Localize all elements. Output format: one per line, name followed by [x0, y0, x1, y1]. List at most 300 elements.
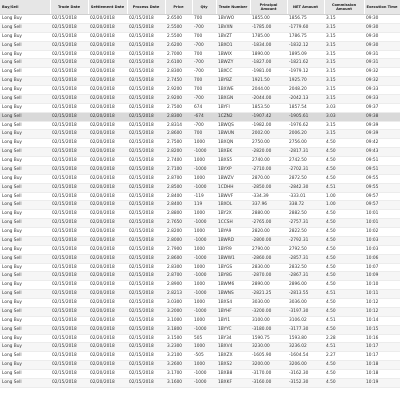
column-header[interactable]: Price [165, 0, 192, 15]
table-cell: 1590.75 [250, 334, 287, 343]
table-cell: 2.8000 [165, 236, 192, 245]
table-cell: 02/15/2018 [127, 210, 165, 219]
table-cell: 10:12 [364, 307, 400, 316]
table-cell: 2750.00 [250, 139, 287, 148]
table-cell: 4.50 [324, 236, 364, 245]
table-cell: -2710.00 [250, 165, 287, 174]
table-cell: 2.8300 [165, 263, 192, 272]
table-row[interactable] [0, 68, 400, 77]
table-cell: 1925.70 [287, 77, 324, 86]
table-cell: 3036.00 [287, 299, 324, 308]
table-cell: 10:02 [364, 228, 400, 237]
table-cell: 1593.80 [287, 334, 324, 343]
table-cell: 02/20/2018 [88, 68, 127, 77]
table-cell: 02/20/2018 [88, 263, 127, 272]
table-cell: Long Buy [0, 139, 50, 148]
table-cell: 02/15/2018 [50, 121, 88, 130]
table-cell: Long Sell [0, 290, 50, 299]
table-cell: 09:37 [364, 103, 400, 112]
column-header[interactable]: Execution Time [364, 0, 400, 15]
table-cell: 09:30 [364, 15, 400, 24]
table-row[interactable] [0, 103, 400, 112]
table-cell: 02/15/2018 [127, 219, 165, 228]
column-header[interactable]: Qty [192, 0, 216, 15]
table-cell: 2.7500 [165, 103, 192, 112]
table-row[interactable] [0, 139, 400, 148]
table-row[interactable] [0, 77, 400, 86]
table-cell: 09:43 [364, 148, 400, 157]
table-cell: -3200.00 [250, 307, 287, 316]
table-cell: 2880.00 [250, 210, 287, 219]
table-cell: 02/15/2018 [127, 68, 165, 77]
table-cell: 02/15/2018 [127, 370, 165, 379]
table-cell: -2042.13 [287, 94, 324, 103]
table-cell: 02/15/2018 [50, 103, 88, 112]
table-cell: 2.5500 [165, 23, 192, 32]
table-cell: 2.8600 [165, 130, 192, 139]
table-cell: 2820.00 [250, 228, 287, 237]
table-row[interactable] [0, 174, 400, 183]
table-cell: 02/15/2018 [127, 361, 165, 370]
table-row[interactable] [0, 165, 400, 174]
table-row[interactable] [0, 23, 400, 32]
table-row[interactable] [0, 254, 400, 263]
table-cell: 1785.00 [250, 32, 287, 41]
table-row[interactable] [0, 307, 400, 316]
table-cell: Long Buy [0, 263, 50, 272]
table-cell: 02/20/2018 [88, 245, 127, 254]
table-cell: 1BYFI [216, 103, 250, 112]
table-cell: -1000 [192, 236, 216, 245]
table-cell: -2044.00 [250, 94, 287, 103]
table-cell: -2702.31 [287, 165, 324, 174]
table-cell: 02/15/2018 [127, 23, 165, 32]
table-cell: -1000 [192, 148, 216, 157]
table-cell: 10:15 [364, 325, 400, 334]
table-cell: -1000 [192, 183, 216, 192]
table-cell: 4.51 [324, 183, 364, 192]
table-cell: -2867.31 [287, 272, 324, 281]
table-cell: 02/20/2018 [88, 325, 127, 334]
table-cell: 2882.50 [287, 210, 324, 219]
table-cell: 10:18 [364, 361, 400, 370]
table-cell: 02/15/2018 [127, 174, 165, 183]
table-cell: 4.50 [324, 325, 364, 334]
table-cell: -2757.31 [287, 219, 324, 228]
table-cell: 02/20/2018 [88, 86, 127, 95]
table-cell: 338.72 [287, 201, 324, 210]
table-cell: Long Sell [0, 183, 50, 192]
table-cell: Long Sell [0, 236, 50, 245]
table-cell: 1000 [192, 228, 216, 237]
table-row[interactable] [0, 272, 400, 281]
table-cell: 3106.02 [287, 316, 324, 325]
table-cell: 09:31 [364, 59, 400, 68]
table-cell: 09:38 [364, 112, 400, 121]
table-cell: 02/15/2018 [50, 112, 88, 121]
table-cell: 1BY34 [216, 334, 250, 343]
table-cell: 4.50 [324, 139, 364, 148]
table-cell: 2832.50 [287, 263, 324, 272]
table-cell: 1BWW1 [216, 254, 250, 263]
table-cell: -2821.25 [250, 290, 287, 299]
table-cell: 4.50 [324, 219, 364, 228]
table-cell: 02/20/2018 [88, 183, 127, 192]
table-cell: 02/15/2018 [127, 121, 165, 130]
column-header[interactable]: Trade Number [216, 0, 250, 15]
table-cell: Long Buy [0, 299, 50, 308]
table-cell: 02/20/2018 [88, 201, 127, 210]
table-cell: 02/20/2018 [88, 378, 127, 387]
table-row[interactable] [0, 41, 400, 50]
table-cell: 4.50 [324, 307, 364, 316]
table-cell: Long Buy [0, 361, 50, 370]
table-row[interactable] [0, 316, 400, 325]
table-cell: 02/15/2018 [50, 290, 88, 299]
table-cell: 1000 [192, 361, 216, 370]
table-cell: 4.50 [324, 245, 364, 254]
table-cell: 10:12 [364, 299, 400, 308]
table-cell: 02/15/2018 [127, 378, 165, 387]
table-cell: 1000 [192, 316, 216, 325]
table-cell: 1BWZV [216, 174, 250, 183]
table-cell: -2860.00 [250, 254, 287, 263]
table-row[interactable] [0, 343, 400, 352]
table-cell: 02/15/2018 [127, 183, 165, 192]
table-row[interactable] [0, 236, 400, 245]
table-row[interactable] [0, 201, 400, 210]
table-cell: 2.8700 [165, 174, 192, 183]
table-cell: -2820.00 [250, 148, 287, 157]
table-row[interactable] [0, 50, 400, 59]
table-cell: Long Sell [0, 148, 50, 157]
table-cell: 10:01 [364, 219, 400, 228]
table-row[interactable] [0, 219, 400, 228]
table-cell: Long Sell [0, 378, 50, 387]
table-cell: 4.50 [324, 370, 364, 379]
table-cell: 2742.50 [287, 157, 324, 166]
table-row[interactable] [0, 370, 400, 379]
table-cell: Long Sell [0, 94, 50, 103]
table-cell: 3.03 [324, 103, 364, 112]
table-cell: 02/15/2018 [127, 228, 165, 237]
table-row[interactable] [0, 157, 400, 166]
table-cell: 337.96 [250, 201, 287, 210]
table-row[interactable] [0, 210, 400, 219]
table-cell: -700 [192, 23, 216, 32]
table-cell: 3.15 [324, 130, 364, 139]
table-row[interactable] [0, 148, 400, 157]
table-cell: 02/15/2018 [50, 307, 88, 316]
table-cell: -3197.30 [287, 307, 324, 316]
table-cell: -3152.30 [287, 378, 324, 387]
table-cell: 1BXV4 [216, 343, 250, 352]
table-cell: 02/15/2018 [50, 23, 88, 32]
table-cell: 1BXWE [216, 86, 250, 95]
table-cell: -334.39 [250, 192, 287, 201]
table-cell: 09:57 [364, 201, 400, 210]
table-row[interactable] [0, 86, 400, 95]
table-cell: Long Buy [0, 334, 50, 343]
table-cell: 09:32 [364, 77, 400, 86]
table-cell: 4.51 [324, 316, 364, 325]
table-cell: 02/20/2018 [88, 50, 127, 59]
table-cell: 02/15/2018 [127, 148, 165, 157]
table-cell: 1855.00 [250, 15, 287, 24]
table-row[interactable] [0, 281, 400, 290]
table-cell: -2765.00 [250, 219, 287, 228]
table-cell: 3.1600 [165, 378, 192, 387]
table-cell: 4.50 [324, 165, 364, 174]
table-cell: 2.8200 [165, 228, 192, 237]
table-cell: 2.8700 [165, 272, 192, 281]
table-row[interactable] [0, 15, 400, 24]
table-cell: 02/15/2018 [50, 148, 88, 157]
table-cell: 1BYR9 [216, 245, 250, 254]
table-cell: 4.50 [324, 174, 364, 183]
table-cell: 3230.00 [250, 343, 287, 352]
table-cell: Long Sell [0, 352, 50, 361]
table-row[interactable] [0, 263, 400, 272]
table-cell: -1979.12 [287, 68, 324, 77]
column-header[interactable]: NET Amount [287, 0, 324, 15]
table-cell: 3.1800 [165, 325, 192, 334]
table-cell: 3.15 [324, 86, 364, 95]
table-cell: 2.8800 [165, 210, 192, 219]
table-cell: 09:55 [364, 183, 400, 192]
table-cell: Long Buy [0, 77, 50, 86]
table-cell: 3.15 [324, 59, 364, 68]
table-cell: 02/15/2018 [127, 59, 165, 68]
table-cell: -2870.00 [250, 272, 287, 281]
table-cell: 2790.00 [250, 245, 287, 254]
table-cell: -1905.61 [287, 112, 324, 121]
table-cell: 02/15/2018 [50, 68, 88, 77]
column-header[interactable]: Trade Date [50, 0, 88, 15]
table-cell: 02/20/2018 [88, 32, 127, 41]
table-cell: 02/15/2018 [127, 94, 165, 103]
table-cell: 1000 [192, 245, 216, 254]
table-cell: 02/15/2018 [127, 316, 165, 325]
column-header[interactable]: Process Date [127, 0, 165, 15]
table-cell: -674 [192, 112, 216, 121]
table-cell: 3.15 [324, 41, 364, 50]
table-cell: 2870.00 [250, 174, 287, 183]
column-header[interactable]: Principal Amount [250, 0, 287, 15]
table-cell: 02/15/2018 [127, 352, 165, 361]
table-cell: 2.8213 [165, 290, 192, 299]
table-cell: 1000 [192, 210, 216, 219]
table-row[interactable] [0, 130, 400, 139]
table-cell: Long Buy [0, 157, 50, 166]
table-cell: 1BVWO [216, 15, 250, 24]
table-cell: 02/20/2018 [88, 165, 127, 174]
table-cell: 02/15/2018 [50, 334, 88, 343]
table-cell: 4.50 [324, 263, 364, 272]
table-cell: -333.01 [287, 192, 324, 201]
table-cell: 1BXB8 [216, 370, 250, 379]
table-cell: 02/20/2018 [88, 334, 127, 343]
table-cell: 1BXO1 [216, 41, 250, 50]
table-cell: -119 [192, 192, 216, 201]
table-cell: 1BXKF [216, 378, 250, 387]
table-cell: 3.03 [324, 112, 364, 121]
table-cell: 09:33 [364, 86, 400, 95]
table-cell: 02/20/2018 [88, 130, 127, 139]
table-cell: 09:55 [364, 174, 400, 183]
table-cell: -3160.00 [250, 378, 287, 387]
table-cell: 2890.00 [250, 281, 287, 290]
table-cell: 10:18 [364, 370, 400, 379]
table-cell: 1BXCC [216, 68, 250, 77]
table-row[interactable] [0, 290, 400, 299]
table-row[interactable] [0, 32, 400, 41]
table-cell: 02/15/2018 [50, 94, 88, 103]
table-cell: -1832.12 [287, 41, 324, 50]
table-cell: 02/20/2018 [88, 23, 127, 32]
table-cell: -3162.30 [287, 370, 324, 379]
table-row[interactable] [0, 245, 400, 254]
table-row[interactable] [0, 112, 400, 121]
table-cell: 3.2600 [165, 361, 192, 370]
table-cell: -505 [192, 352, 216, 361]
table-cell: 10:11 [364, 290, 400, 299]
table-cell: 2830.00 [250, 263, 287, 272]
table-cell: 09:33 [364, 94, 400, 103]
table-cell: 02/15/2018 [127, 41, 165, 50]
table-cell: 02/15/2018 [127, 307, 165, 316]
table-cell: 1853.50 [250, 103, 287, 112]
table-cell: -2817.31 [287, 148, 324, 157]
column-header[interactable]: Settlement Date [88, 0, 127, 15]
table-cell: 02/20/2018 [88, 307, 127, 316]
table-row[interactable] [0, 183, 400, 192]
table-cell: 1BWUN [216, 130, 250, 139]
table-cell: 3.1500 [165, 334, 192, 343]
table-cell: 02/15/2018 [50, 254, 88, 263]
table-cell: 02/15/2018 [50, 281, 88, 290]
table-cell: 2.7900 [165, 245, 192, 254]
table-cell: 3.15 [324, 94, 364, 103]
table-cell: 1BYI1 [216, 316, 250, 325]
table-row[interactable] [0, 121, 400, 130]
table-cell: 02/15/2018 [50, 192, 88, 201]
table-cell: 02/20/2018 [88, 174, 127, 183]
table-cell: 02/15/2018 [50, 41, 88, 50]
table-cell: 02/15/2018 [127, 86, 165, 95]
table-cell: 02/20/2018 [88, 236, 127, 245]
table-cell: 4.50 [324, 210, 364, 219]
table-cell: Long Sell [0, 201, 50, 210]
table-row[interactable] [0, 192, 400, 201]
table-row[interactable] [0, 299, 400, 308]
table-cell: -3180.00 [250, 325, 287, 334]
table-cell: 02/15/2018 [50, 378, 88, 387]
table-cell: 02/20/2018 [88, 77, 127, 86]
table-cell: -1000 [192, 165, 216, 174]
table-cell: 3.2100 [165, 352, 192, 361]
table-row[interactable] [0, 334, 400, 343]
table-cell: 1BXEK [216, 148, 250, 157]
table-cell: -1000 [192, 272, 216, 281]
table-cell: 02/15/2018 [50, 325, 88, 334]
column-header[interactable]: Buy/Sell [0, 0, 50, 15]
table-cell: Long Sell [0, 41, 50, 50]
table-cell: -2813.55 [287, 290, 324, 299]
table-cell: Long Buy [0, 174, 50, 183]
table-row[interactable] [0, 361, 400, 370]
table-cell: -700 [192, 41, 216, 50]
table-cell: 02/20/2018 [88, 139, 127, 148]
table-cell: 3.15 [324, 23, 364, 32]
table-cell: -1000 [192, 378, 216, 387]
table-cell: 02/20/2018 [88, 210, 127, 219]
table-cell: 02/15/2018 [50, 361, 88, 370]
table-row[interactable] [0, 325, 400, 334]
table-cell: 10:01 [364, 210, 400, 219]
table-cell: Long Sell [0, 68, 50, 77]
table-cell: 02/15/2018 [127, 263, 165, 272]
table-cell: 4.50 [324, 148, 364, 157]
table-cell: -700 [192, 121, 216, 130]
table-cell: 3.1700 [165, 370, 192, 379]
table-cell: Long Sell [0, 112, 50, 121]
table-cell: 2.6200 [165, 41, 192, 50]
table-cell: 3.15 [324, 50, 364, 59]
table-cell: 02/20/2018 [88, 219, 127, 228]
table-cell: 1000 [192, 343, 216, 352]
table-cell: 09:51 [364, 165, 400, 174]
table-cell: 02/15/2018 [127, 299, 165, 308]
table-row[interactable] [0, 378, 400, 387]
table-cell: 1BXQN [216, 139, 250, 148]
table-cell: Long Sell [0, 23, 50, 32]
table-cell: Long Sell [0, 370, 50, 379]
table-row[interactable] [0, 228, 400, 237]
table-row[interactable] [0, 352, 400, 361]
table-cell: 09:30 [364, 32, 400, 41]
column-header[interactable]: Commission Amount [324, 0, 364, 15]
table-cell: 4.50 [324, 299, 364, 308]
table-cell: 2.7100 [165, 165, 192, 174]
table-row[interactable] [0, 59, 400, 68]
table-cell: 10:03 [364, 236, 400, 245]
table-cell: -1785.00 [250, 23, 287, 32]
table-cell: 02/20/2018 [88, 272, 127, 281]
table-cell: Long Buy [0, 343, 50, 352]
table-cell: 1786.75 [287, 32, 324, 41]
table-cell: -1604.54 [287, 352, 324, 361]
table-cell: Long Buy [0, 86, 50, 95]
table-cell: -2800.00 [250, 236, 287, 245]
table-cell: 2.8400 [165, 201, 192, 210]
table-cell: 10:19 [364, 378, 400, 387]
table-cell: 09:31 [364, 50, 400, 59]
table-cell: 700 [192, 32, 216, 41]
table-cell: 02/15/2018 [127, 272, 165, 281]
table-cell: 3.0300 [165, 299, 192, 308]
table-row[interactable] [0, 94, 400, 103]
table-cell: -700 [192, 59, 216, 68]
table-cell: 4.50 [324, 254, 364, 263]
table-cell: 1857.54 [287, 103, 324, 112]
table-cell: 1BY2X [216, 210, 250, 219]
table-cell: 3.1000 [165, 316, 192, 325]
table-cell: -700 [192, 94, 216, 103]
table-cell: -1000 [192, 219, 216, 228]
table-cell: -2857.31 [287, 254, 324, 263]
table-cell: 3.15 [324, 15, 364, 24]
